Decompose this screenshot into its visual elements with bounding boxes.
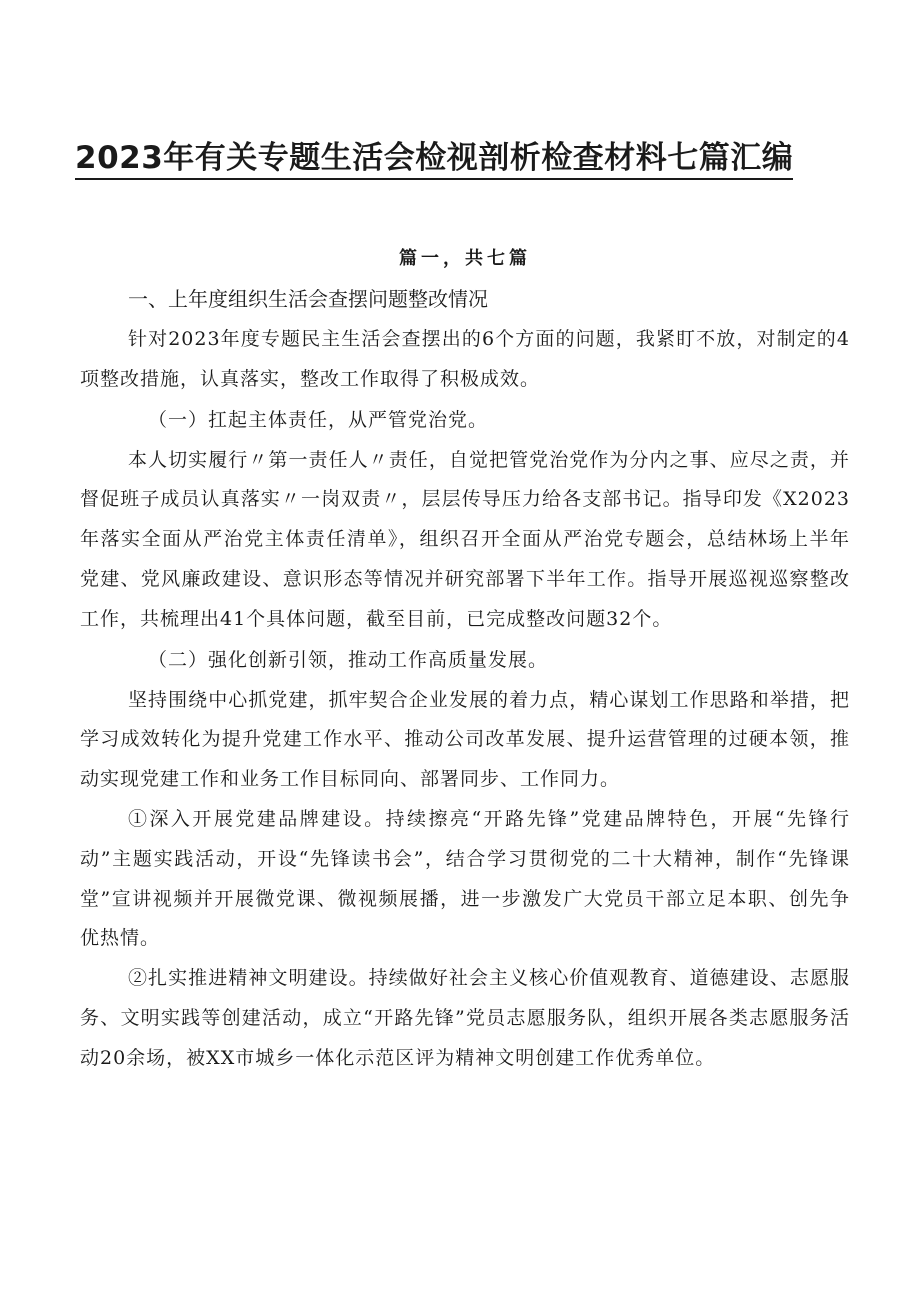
paragraph-responsibility: 本人切实履行〃第一责任人〃责任，自觉把管党治党作为分内之事、应尽之责，并督促班子成员认真落实〃一岗双责〃，层层传导压力给各支部书记。指导印发《X2023年落实全面从严治党主体责任清单》，组织召开全面从严治党专题会，总结林场上半年党建、党风廉政建设、意识形态等情况并研究部署下半年工作。指导开展巡视巡察整改工作，共梳理出41个具体问题，截至目前，已完成整改问题32个。 xyxy=(80,448,850,630)
subheading-responsibility: （一）扛起主体责任，从严管党治党。 xyxy=(148,408,489,431)
section-subtitle: 篇一，共七篇 xyxy=(399,248,531,269)
subheading-innovation: （二）强化创新引领，推动工作高质量发展。 xyxy=(148,648,549,671)
paragraph-civilization: ②扎实推进精神文明建设。持续做好社会主义核心价值观教育、道德建设、志愿服务、文明实践等创建活动，成立“开路先锋”党员志愿服务队，组织开展各类志愿服务活动20余场，被XX市城乡一体化示范区评为精神文明创建工作优秀单位。 xyxy=(80,967,850,1069)
document-title: 2023年有关专题生活会检视剖析检查材料七篇汇编 xyxy=(75,138,793,180)
section-heading: 一、上年度组织生活会查摆问题整改情况 xyxy=(128,287,488,311)
paragraph-intro: 针对2023年度专题民主生活会查摆出的6个方面的问题，我紧盯不放，对制定的4项整改措施，认真落实，整改工作取得了积极成效。 xyxy=(80,328,850,390)
paragraph-innovation: 坚持围绕中心抓党建，抓牢契合企业发展的着力点，精心谋划工作思路和举措，把学习成效转化为提升党建工作水平、推动公司改革发展、提升运营管理的过硬本领，推动实现党建工作和业务工作目标同向、部署同步、工作同力。 xyxy=(80,688,850,791)
paragraph-brand-building: ①深入开展党建品牌建设。持续擦亮“开路先锋”党建品牌特色，开展“先锋行动”主题实践活动，开设“先锋读书会”，结合学习贯彻党的二十大精神，制作“先锋课堂”宣讲视频并开展微党课、微视频展播，进一步激发广大党员干部立足本职、创先争优热情。 xyxy=(80,807,850,950)
document-body xyxy=(80,240,850,1079)
